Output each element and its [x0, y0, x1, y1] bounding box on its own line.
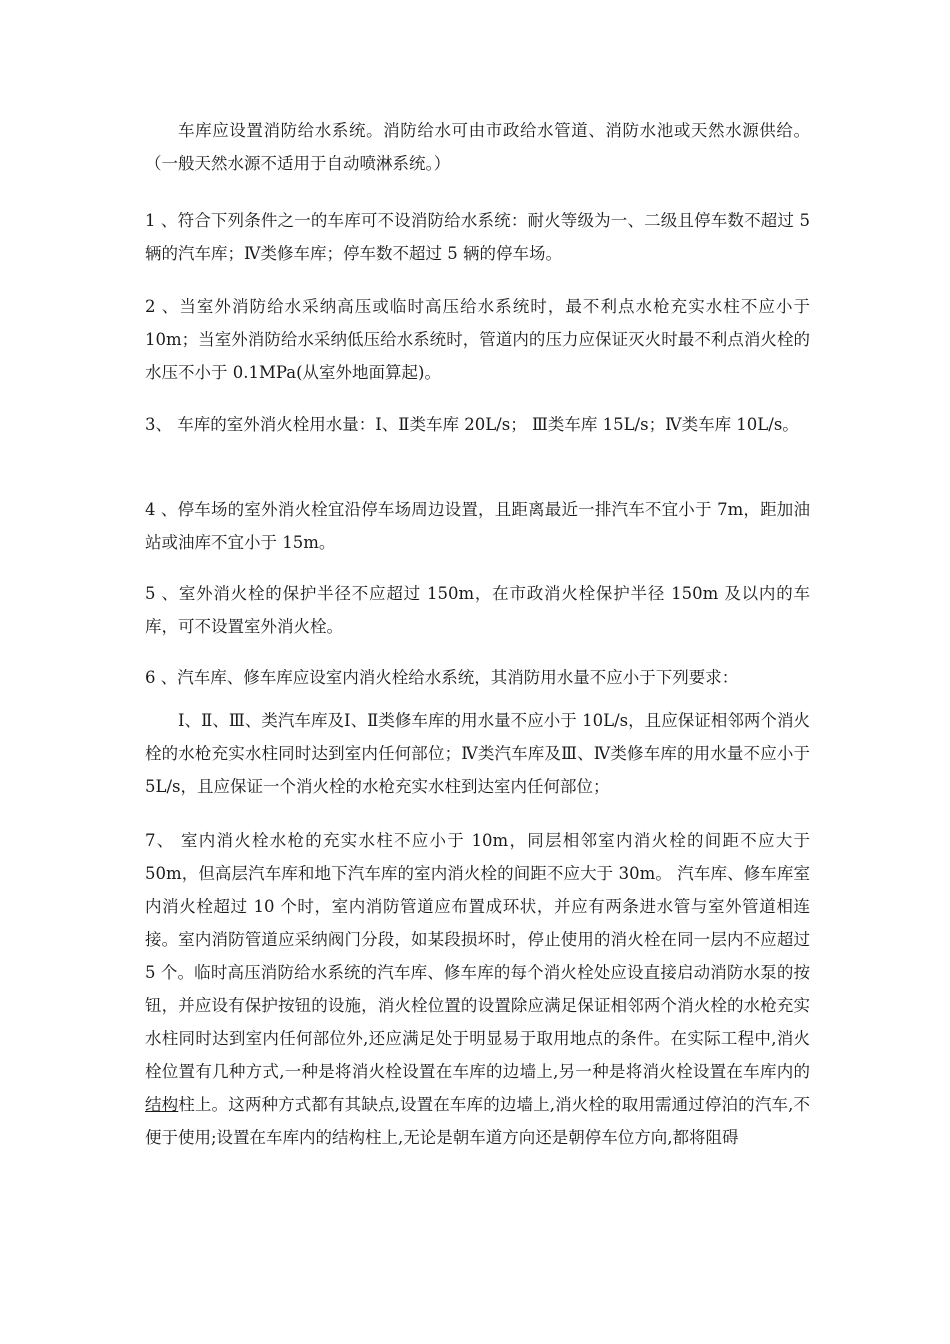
paragraph-item-1: 1 、符合下列条件之一的车库可不设消防给水系统：耐火等级为一、二级且停车数不超过 5 辆的汽车库；Ⅳ类修车库；停车数不超过 5 辆的停车场。 — [145, 211, 810, 263]
paragraph-item-6-detail: Ⅰ、Ⅱ、Ⅲ、类汽车库及Ⅰ、Ⅱ类修车库的用水量不应小于 10L/s，且应保证相邻两个消火栓的水枪充实水柱同时达到室内任何部位；Ⅳ类汽车库及Ⅲ、Ⅳ类修车库的用水量不应小于 5L/s，且应保证一个消火栓的水枪充实水柱到达室内任何部位； — [145, 711, 810, 796]
paragraph-item-2: 2 、当室外消防给水采纳高压或临时高压给水系统时，最不利点水枪充实水柱不应小于 10m；当室外消防给水采纳低压给水系统时，管道内的压力应保证灭火时最不利点消火栓的水压不小于 0.1MPa(从室外地面算起)。 — [145, 297, 810, 382]
paragraph-item-7-text-b: 柱上。这两种方式都有其缺点,设置在车库的边墙上,消火栓的取用需通过停泊的汽车,不便于使用;设置在车库内的结构柱上,无论是朝车道方向还是朝停车位方向,都将阻碍 — [145, 1095, 810, 1147]
paragraph-item-7-text-a: 7、 室内消火栓水枪的充实水柱不应小于 10m，同层相邻室内消火栓的间距不应大于 50m，但高层汽车库和地下汽车库的室内消火栓的间距不应大于 30m。 汽车库、修车库室内消火栓超过 10 个时，室内消防管道应布置成环状，并应有两条进水管与室外管道相连接。室内消防管道应采纳阀门分段，如某段损坏时，停止使用的消火栓在同一层内不应超过 5 个。临时高压消防给水系统的汽车库、修车库的每个消火栓处应设直接启动消防水泵的按钮，并应设有保护按钮的设施，消火栓位置的设置除应满足保证相邻两个消火栓的水枪充实水柱同时达到室内任何部位外,还应满足处于明显易于取用地点的条件。在实际工程中,消火栓位置有几种方式,一种是将消火栓设置在车库的边墙上,另一种是将消火栓设置在车库内的 — [145, 831, 810, 1081]
paragraph-item-5: 5 、室外消火栓的保护半径不应超过 150m，在市政消火栓保护半径 150m 及以内的车库，可不设置室外消火栓。 — [145, 584, 810, 636]
paragraph-intro: 车库应设置消防给水系统。消防给水可由市政给水管道、消防水池或天然水源供给。（一般天然水源不适用于自动喷淋系统。） — [145, 121, 810, 173]
paragraph-item-4: 4 、停车场的室外消火栓宜沿停车场周边设置，且距离最近一排汽车不宜小于 7m，距加油站或油库不宜小于 15m。 — [145, 500, 810, 552]
structure-link[interactable]: 结构 — [145, 1095, 179, 1114]
paragraph-item-3: 3、 车库的室外消火栓用水量：Ⅰ、Ⅱ类车库 20L/s； Ⅲ类车库 15L/s；Ⅳ类车库 10L/s。 — [145, 415, 799, 434]
paragraph-item-7 — [145, 824, 810, 1154]
paragraph-item-6: 6 、汽车库、修车库应设室内消火栓给水系统，其消防用水量不应小于下列要求： — [145, 668, 739, 687]
